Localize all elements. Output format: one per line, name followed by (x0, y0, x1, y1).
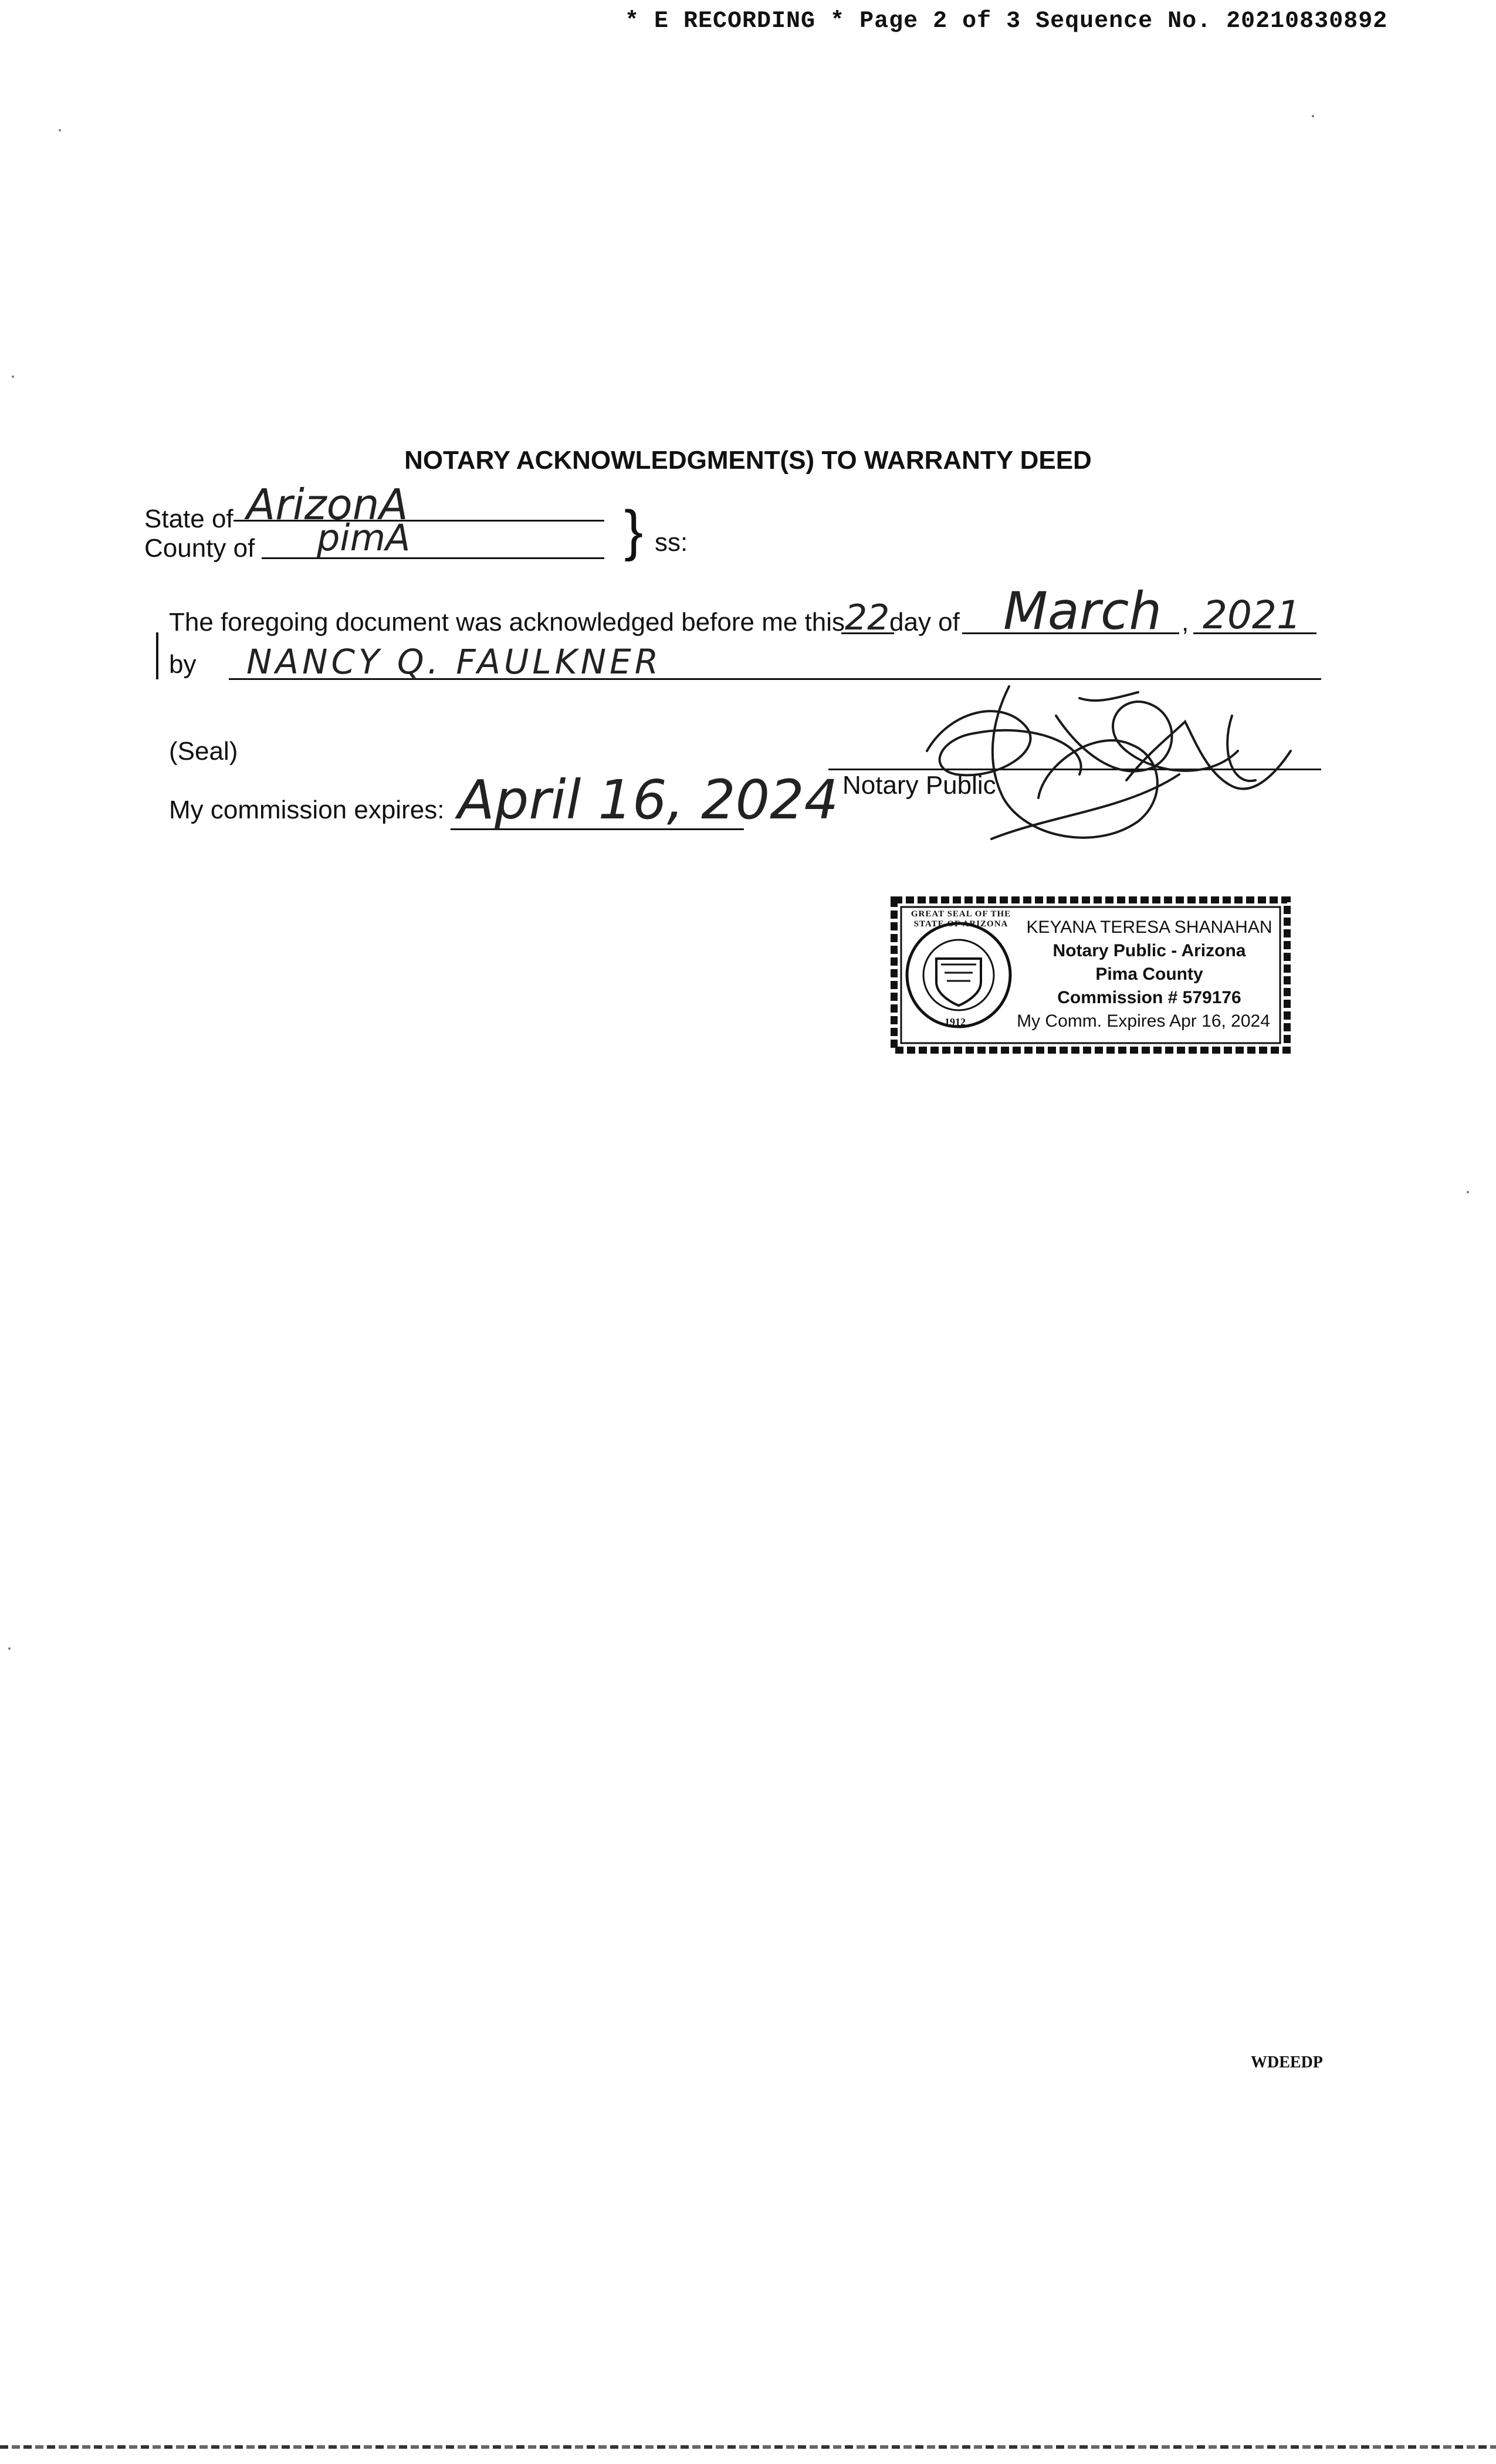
form-code: WDEEDP (1251, 2053, 1323, 2072)
margin-mark (156, 632, 158, 679)
county-line (262, 557, 604, 559)
notary-public-label: Notary Public (842, 771, 996, 800)
day-of-text: day of (889, 608, 960, 637)
stamp-commission: Commission # 579176 (1057, 988, 1241, 1007)
scan-edge-artifact (0, 2445, 1496, 2449)
scan-speck (1312, 115, 1314, 117)
stamp-name: KEYANA TERESA SHANAHAN (1026, 918, 1272, 937)
stamp-county: Pima County (1095, 964, 1203, 984)
scan-speck (59, 129, 61, 131)
month-value: March (1003, 581, 1162, 641)
document-title: NOTARY ACKNOWLEDGMENT(S) TO WARRANTY DEED (404, 446, 1092, 475)
comma: , (1182, 608, 1189, 637)
notary-stamp (888, 894, 1293, 1056)
scan-speck (8, 1647, 11, 1650)
seal-year: 1912 (945, 1016, 966, 1028)
stamp-title: Notary Public - Arizona (1052, 941, 1246, 960)
seal-label: (Seal) (169, 737, 238, 766)
by-label: by (169, 650, 197, 679)
county-label: County of (144, 534, 255, 563)
arizona-seal-icon (907, 923, 1010, 1027)
day-value: 22 (845, 597, 890, 638)
year-value: 2021 (1203, 593, 1301, 638)
recording-header: * E RECORDING * Page 2 of 3 Sequence No. 20210830892 (625, 8, 1388, 35)
notary-signature (903, 663, 1314, 857)
venue-brace: } (624, 499, 644, 562)
stamp-expires: My Comm. Expires Apr 16, 2024 (1017, 1011, 1270, 1031)
by-value: NANCY Q. FAULKNER (246, 642, 662, 682)
scan-speck (1467, 1191, 1469, 1193)
state-label: State of (144, 505, 233, 533)
ss-label: ss: (655, 528, 688, 557)
commission-label: My commission expires: (169, 796, 445, 824)
state-value: ArizonA (246, 480, 408, 529)
seal-ring-text: GREAT SEAL OF THE STATE OF ARIZONA (911, 909, 1011, 929)
county-value: pimA (317, 516, 411, 559)
scan-speck (12, 375, 14, 378)
commission-value: April 16, 2024 (458, 769, 839, 831)
ack-text: The foregoing document was acknowledged before me this (169, 608, 845, 637)
